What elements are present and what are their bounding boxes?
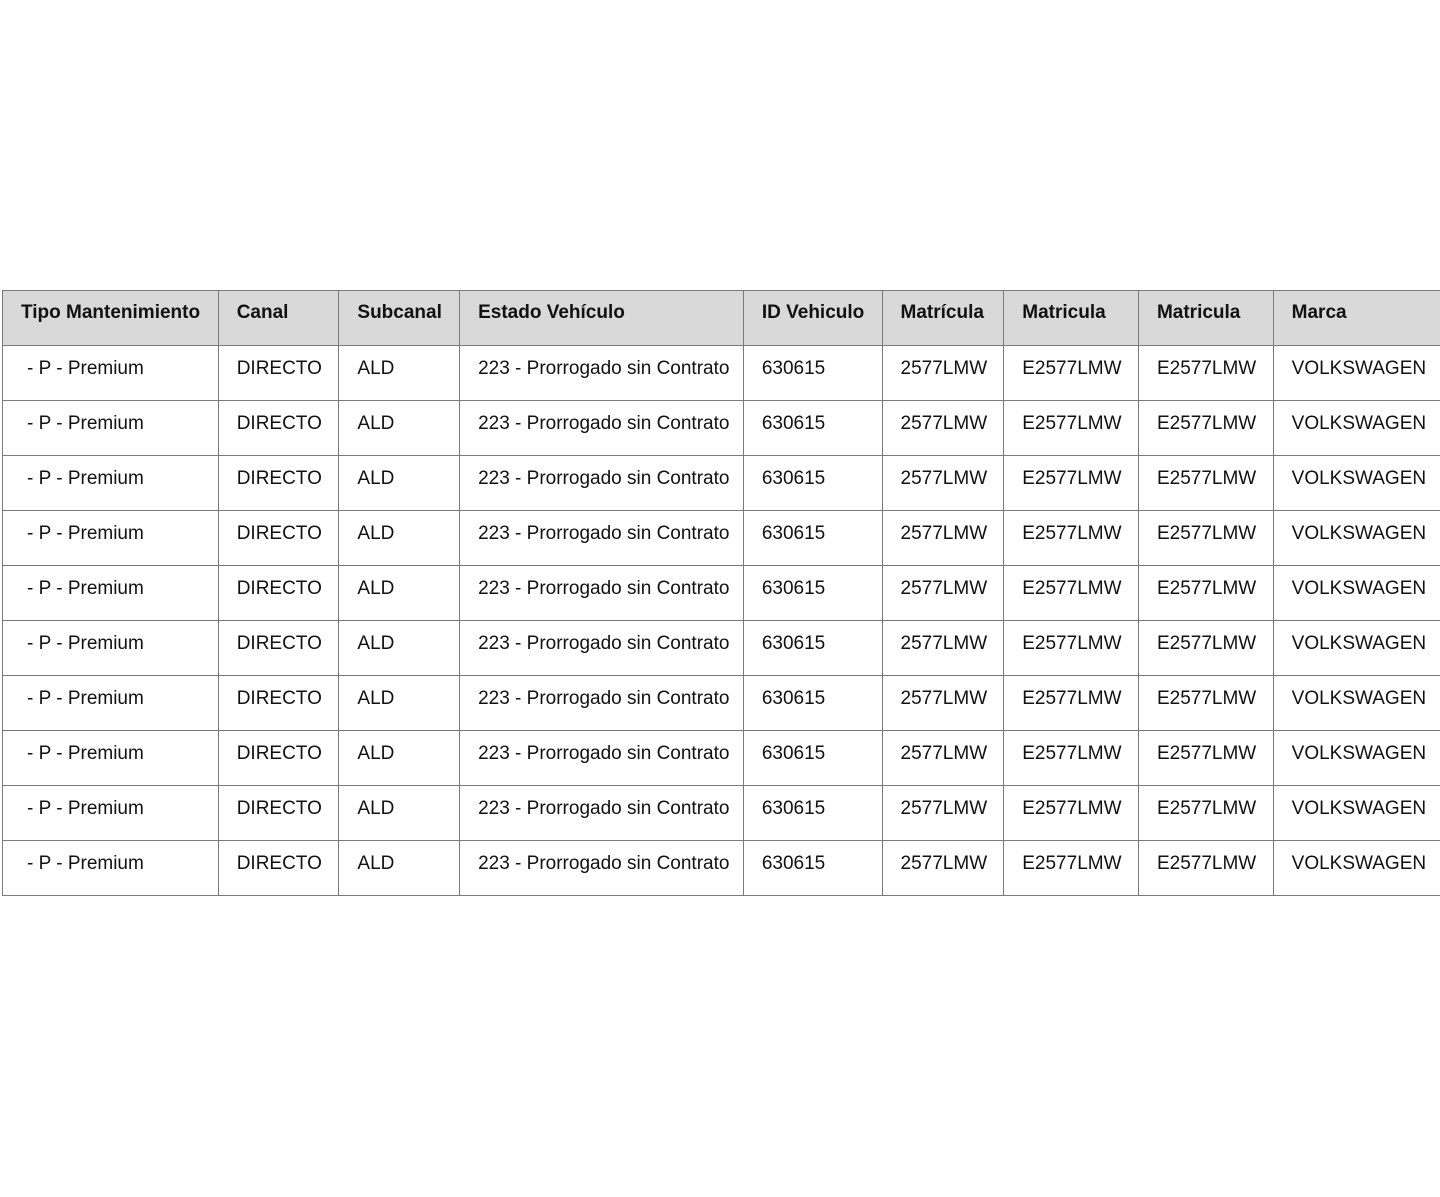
cell-tipo-mantenimiento: - P - Premium bbox=[3, 676, 219, 731]
cell-id-vehiculo: 630615 bbox=[743, 401, 882, 456]
cell-matricula-2: E2577LMW bbox=[1004, 511, 1139, 566]
cell-marca: VOLKSWAGEN bbox=[1273, 621, 1440, 676]
cell-matricula: 2577LMW bbox=[882, 786, 1004, 841]
table-row bbox=[3, 346, 1440, 401]
cell-id-vehiculo: 630615 bbox=[743, 841, 882, 896]
cell-matricula-3: E2577LMW bbox=[1138, 676, 1273, 731]
cell-subcanal: ALD bbox=[339, 456, 460, 511]
cell-matricula-2: E2577LMW bbox=[1004, 676, 1139, 731]
cell-canal: DIRECTO bbox=[218, 511, 339, 566]
cell-canal: DIRECTO bbox=[218, 841, 339, 896]
cell-tipo-mantenimiento: - P - Premium bbox=[3, 786, 219, 841]
cell-matricula-3: E2577LMW bbox=[1138, 401, 1273, 456]
cell-id-vehiculo: 630615 bbox=[743, 566, 882, 621]
cell-matricula-3: E2577LMW bbox=[1138, 786, 1273, 841]
column-header-matricula-3: Matricula bbox=[1138, 291, 1273, 346]
table-row bbox=[3, 456, 1440, 511]
cell-marca: VOLKSWAGEN bbox=[1273, 731, 1440, 786]
cell-matricula: 2577LMW bbox=[882, 621, 1004, 676]
cell-subcanal: ALD bbox=[339, 676, 460, 731]
cell-canal: DIRECTO bbox=[218, 731, 339, 786]
cell-estado-vehiculo: 223 - Prorrogado sin Contrato bbox=[460, 841, 744, 896]
cell-matricula-3: E2577LMW bbox=[1138, 566, 1273, 621]
cell-subcanal: ALD bbox=[339, 731, 460, 786]
cell-marca: VOLKSWAGEN bbox=[1273, 841, 1440, 896]
cell-subcanal: ALD bbox=[339, 401, 460, 456]
cell-tipo-mantenimiento: - P - Premium bbox=[3, 456, 219, 511]
cell-matricula-2: E2577LMW bbox=[1004, 731, 1139, 786]
cell-matricula: 2577LMW bbox=[882, 566, 1004, 621]
cell-matricula-3: E2577LMW bbox=[1138, 511, 1273, 566]
cell-tipo-mantenimiento: - P - Premium bbox=[3, 731, 219, 786]
cell-matricula-2: E2577LMW bbox=[1004, 456, 1139, 511]
cell-id-vehiculo: 630615 bbox=[743, 511, 882, 566]
cell-tipo-mantenimiento: - P - Premium bbox=[3, 346, 219, 401]
cell-matricula-3: E2577LMW bbox=[1138, 841, 1273, 896]
cell-subcanal: ALD bbox=[339, 621, 460, 676]
cell-estado-vehiculo: 223 - Prorrogado sin Contrato bbox=[460, 621, 744, 676]
cell-matricula: 2577LMW bbox=[882, 841, 1004, 896]
cell-matricula-2: E2577LMW bbox=[1004, 786, 1139, 841]
table-row bbox=[3, 621, 1440, 676]
cell-canal: DIRECTO bbox=[218, 346, 339, 401]
cell-canal: DIRECTO bbox=[218, 676, 339, 731]
vehicle-table bbox=[2, 290, 1440, 896]
cell-id-vehiculo: 630615 bbox=[743, 786, 882, 841]
cell-canal: DIRECTO bbox=[218, 401, 339, 456]
cell-subcanal: ALD bbox=[339, 566, 460, 621]
cell-canal: DIRECTO bbox=[218, 566, 339, 621]
cell-estado-vehiculo: 223 - Prorrogado sin Contrato bbox=[460, 676, 744, 731]
table-header bbox=[3, 291, 1440, 346]
cell-marca: VOLKSWAGEN bbox=[1273, 401, 1440, 456]
cell-id-vehiculo: 630615 bbox=[743, 456, 882, 511]
cell-estado-vehiculo: 223 - Prorrogado sin Contrato bbox=[460, 346, 744, 401]
table-row bbox=[3, 841, 1440, 896]
cell-matricula: 2577LMW bbox=[882, 511, 1004, 566]
cell-id-vehiculo: 630615 bbox=[743, 676, 882, 731]
cell-tipo-mantenimiento: - P - Premium bbox=[3, 621, 219, 676]
column-header-id-vehiculo: ID Vehiculo bbox=[743, 291, 882, 346]
cell-canal: DIRECTO bbox=[218, 786, 339, 841]
cell-matricula: 2577LMW bbox=[882, 401, 1004, 456]
cell-matricula-2: E2577LMW bbox=[1004, 841, 1139, 896]
cell-matricula-3: E2577LMW bbox=[1138, 731, 1273, 786]
column-header-marca: Marca bbox=[1273, 291, 1440, 346]
cell-canal: DIRECTO bbox=[218, 621, 339, 676]
cell-marca: VOLKSWAGEN bbox=[1273, 566, 1440, 621]
cell-matricula-2: E2577LMW bbox=[1004, 621, 1139, 676]
cell-estado-vehiculo: 223 - Prorrogado sin Contrato bbox=[460, 511, 744, 566]
cell-estado-vehiculo: 223 - Prorrogado sin Contrato bbox=[460, 401, 744, 456]
cell-estado-vehiculo: 223 - Prorrogado sin Contrato bbox=[460, 456, 744, 511]
cell-matricula-2: E2577LMW bbox=[1004, 401, 1139, 456]
header-row bbox=[3, 291, 1440, 346]
cell-matricula-3: E2577LMW bbox=[1138, 621, 1273, 676]
cell-marca: VOLKSWAGEN bbox=[1273, 676, 1440, 731]
cell-matricula: 2577LMW bbox=[882, 676, 1004, 731]
table-row bbox=[3, 731, 1440, 786]
column-header-matricula: Matrícula bbox=[882, 291, 1004, 346]
cell-matricula: 2577LMW bbox=[882, 731, 1004, 786]
cell-id-vehiculo: 630615 bbox=[743, 621, 882, 676]
cell-tipo-mantenimiento: - P - Premium bbox=[3, 841, 219, 896]
cell-matricula-2: E2577LMW bbox=[1004, 346, 1139, 401]
column-header-canal: Canal bbox=[218, 291, 339, 346]
cell-marca: VOLKSWAGEN bbox=[1273, 456, 1440, 511]
table-row bbox=[3, 511, 1440, 566]
cell-marca: VOLKSWAGEN bbox=[1273, 786, 1440, 841]
cell-estado-vehiculo: 223 - Prorrogado sin Contrato bbox=[460, 566, 744, 621]
cell-id-vehiculo: 630615 bbox=[743, 346, 882, 401]
table-row bbox=[3, 566, 1440, 621]
cell-matricula-2: E2577LMW bbox=[1004, 566, 1139, 621]
cell-tipo-mantenimiento: - P - Premium bbox=[3, 566, 219, 621]
cell-tipo-mantenimiento: - P - Premium bbox=[3, 511, 219, 566]
cell-matricula: 2577LMW bbox=[882, 346, 1004, 401]
cell-matricula-3: E2577LMW bbox=[1138, 456, 1273, 511]
table-row bbox=[3, 786, 1440, 841]
cell-subcanal: ALD bbox=[339, 841, 460, 896]
cell-estado-vehiculo: 223 - Prorrogado sin Contrato bbox=[460, 731, 744, 786]
cell-marca: VOLKSWAGEN bbox=[1273, 511, 1440, 566]
cell-matricula-3: E2577LMW bbox=[1138, 346, 1273, 401]
cell-tipo-mantenimiento: - P - Premium bbox=[3, 401, 219, 456]
cell-marca: VOLKSWAGEN bbox=[1273, 346, 1440, 401]
cell-estado-vehiculo: 223 - Prorrogado sin Contrato bbox=[460, 786, 744, 841]
cell-id-vehiculo: 630615 bbox=[743, 731, 882, 786]
cell-subcanal: ALD bbox=[339, 346, 460, 401]
column-header-matricula-2: Matricula bbox=[1004, 291, 1139, 346]
column-header-subcanal: Subcanal bbox=[339, 291, 460, 346]
cell-matricula: 2577LMW bbox=[882, 456, 1004, 511]
table-body bbox=[3, 346, 1440, 896]
table-row bbox=[3, 401, 1440, 456]
table-row bbox=[3, 676, 1440, 731]
column-header-estado-vehiculo: Estado Vehículo bbox=[460, 291, 744, 346]
column-header-tipo-mantenimiento: Tipo Mantenimiento bbox=[3, 291, 219, 346]
cell-canal: DIRECTO bbox=[218, 456, 339, 511]
cell-subcanal: ALD bbox=[339, 786, 460, 841]
cell-subcanal: ALD bbox=[339, 511, 460, 566]
